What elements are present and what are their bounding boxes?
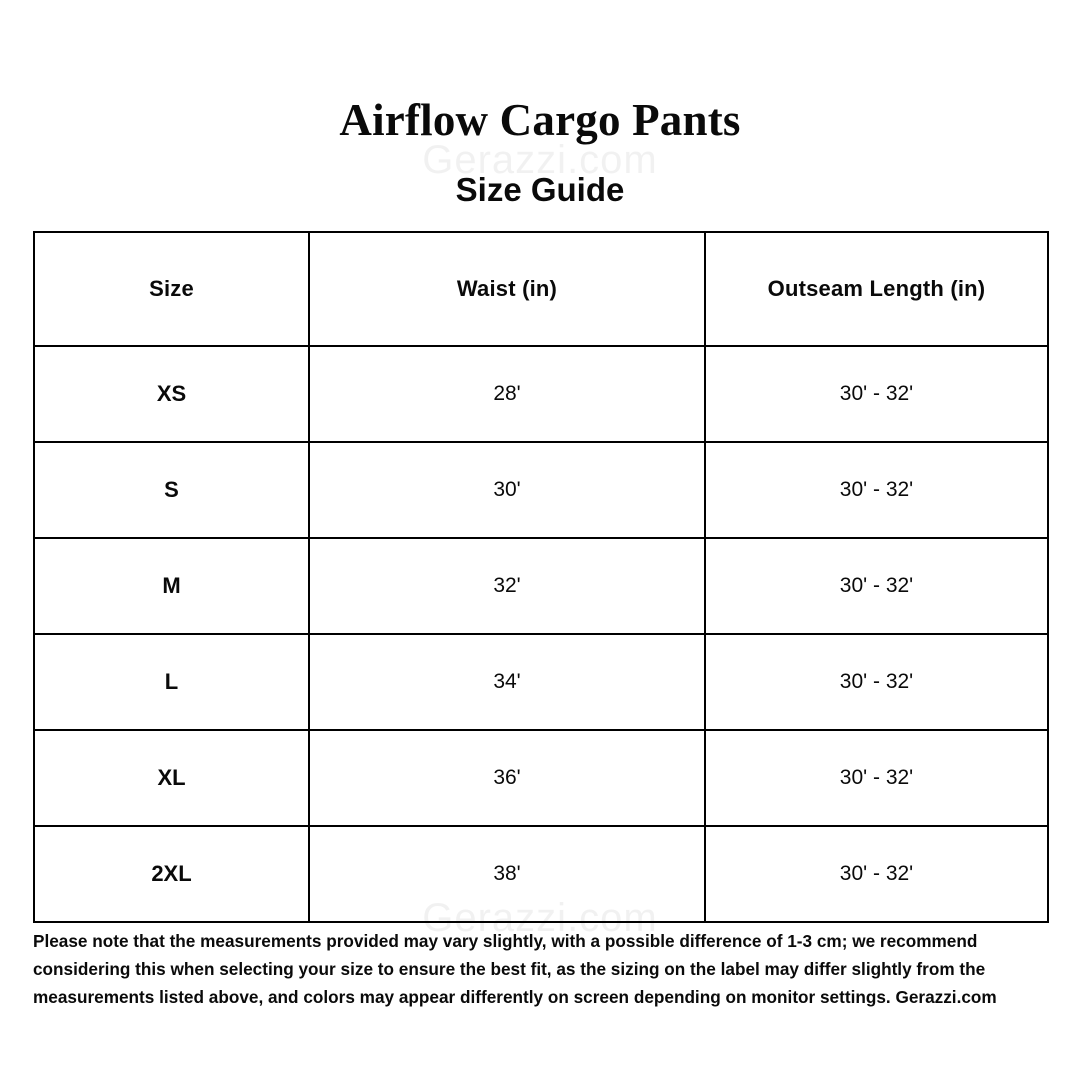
table-header-row [34,232,1048,346]
cell-size: M [34,538,309,634]
cell-outseam: 30' - 32' [705,826,1048,922]
cell-outseam: 30' - 32' [705,442,1048,538]
column-header-outseam: Outseam Length (in) [705,232,1048,346]
table-row [34,826,1048,922]
table-row [34,634,1048,730]
page-title: Airflow Cargo Pants [339,95,741,145]
table-row [34,442,1048,538]
cell-size: XS [34,346,309,442]
cell-waist: 34' [309,634,705,730]
cell-waist: 32' [309,538,705,634]
table-row [34,346,1048,442]
cell-waist: 28' [309,346,705,442]
table-body [34,346,1048,922]
measurement-disclaimer: Please note that the measurements provided may vary slightly, with a possible difference of 1-3 cm; we recommend considering this when selecting your size to ensure the best fit, as the sizing on the label may differ slightly from the measurements listed above, and colors may appear differently on screen depending on monitor settings. Gerazzi.com [33,931,997,1007]
cell-outseam: 30' - 32' [705,634,1048,730]
column-header-waist: Waist (in) [309,232,705,346]
page-subtitle: Size Guide [455,171,625,208]
cell-size: S [34,442,309,538]
table-row [34,730,1048,826]
cell-waist: 38' [309,826,705,922]
cell-outseam: 30' - 32' [705,538,1048,634]
cell-outseam: 30' - 32' [705,730,1048,826]
table-header [34,232,1048,346]
column-header-size: Size [34,232,309,346]
cell-waist: 36' [309,730,705,826]
watermark-top: Gerazzi.com [422,138,658,182]
cell-waist: 30' [309,442,705,538]
cell-size: 2XL [34,826,309,922]
size-table-container [33,231,1047,923]
size-table [33,231,1049,923]
watermark-bottom: Gerazzi.com [422,896,658,940]
cell-size: L [34,634,309,730]
cell-size: XL [34,730,309,826]
cell-outseam: 30' - 32' [705,346,1048,442]
table-row [34,538,1048,634]
